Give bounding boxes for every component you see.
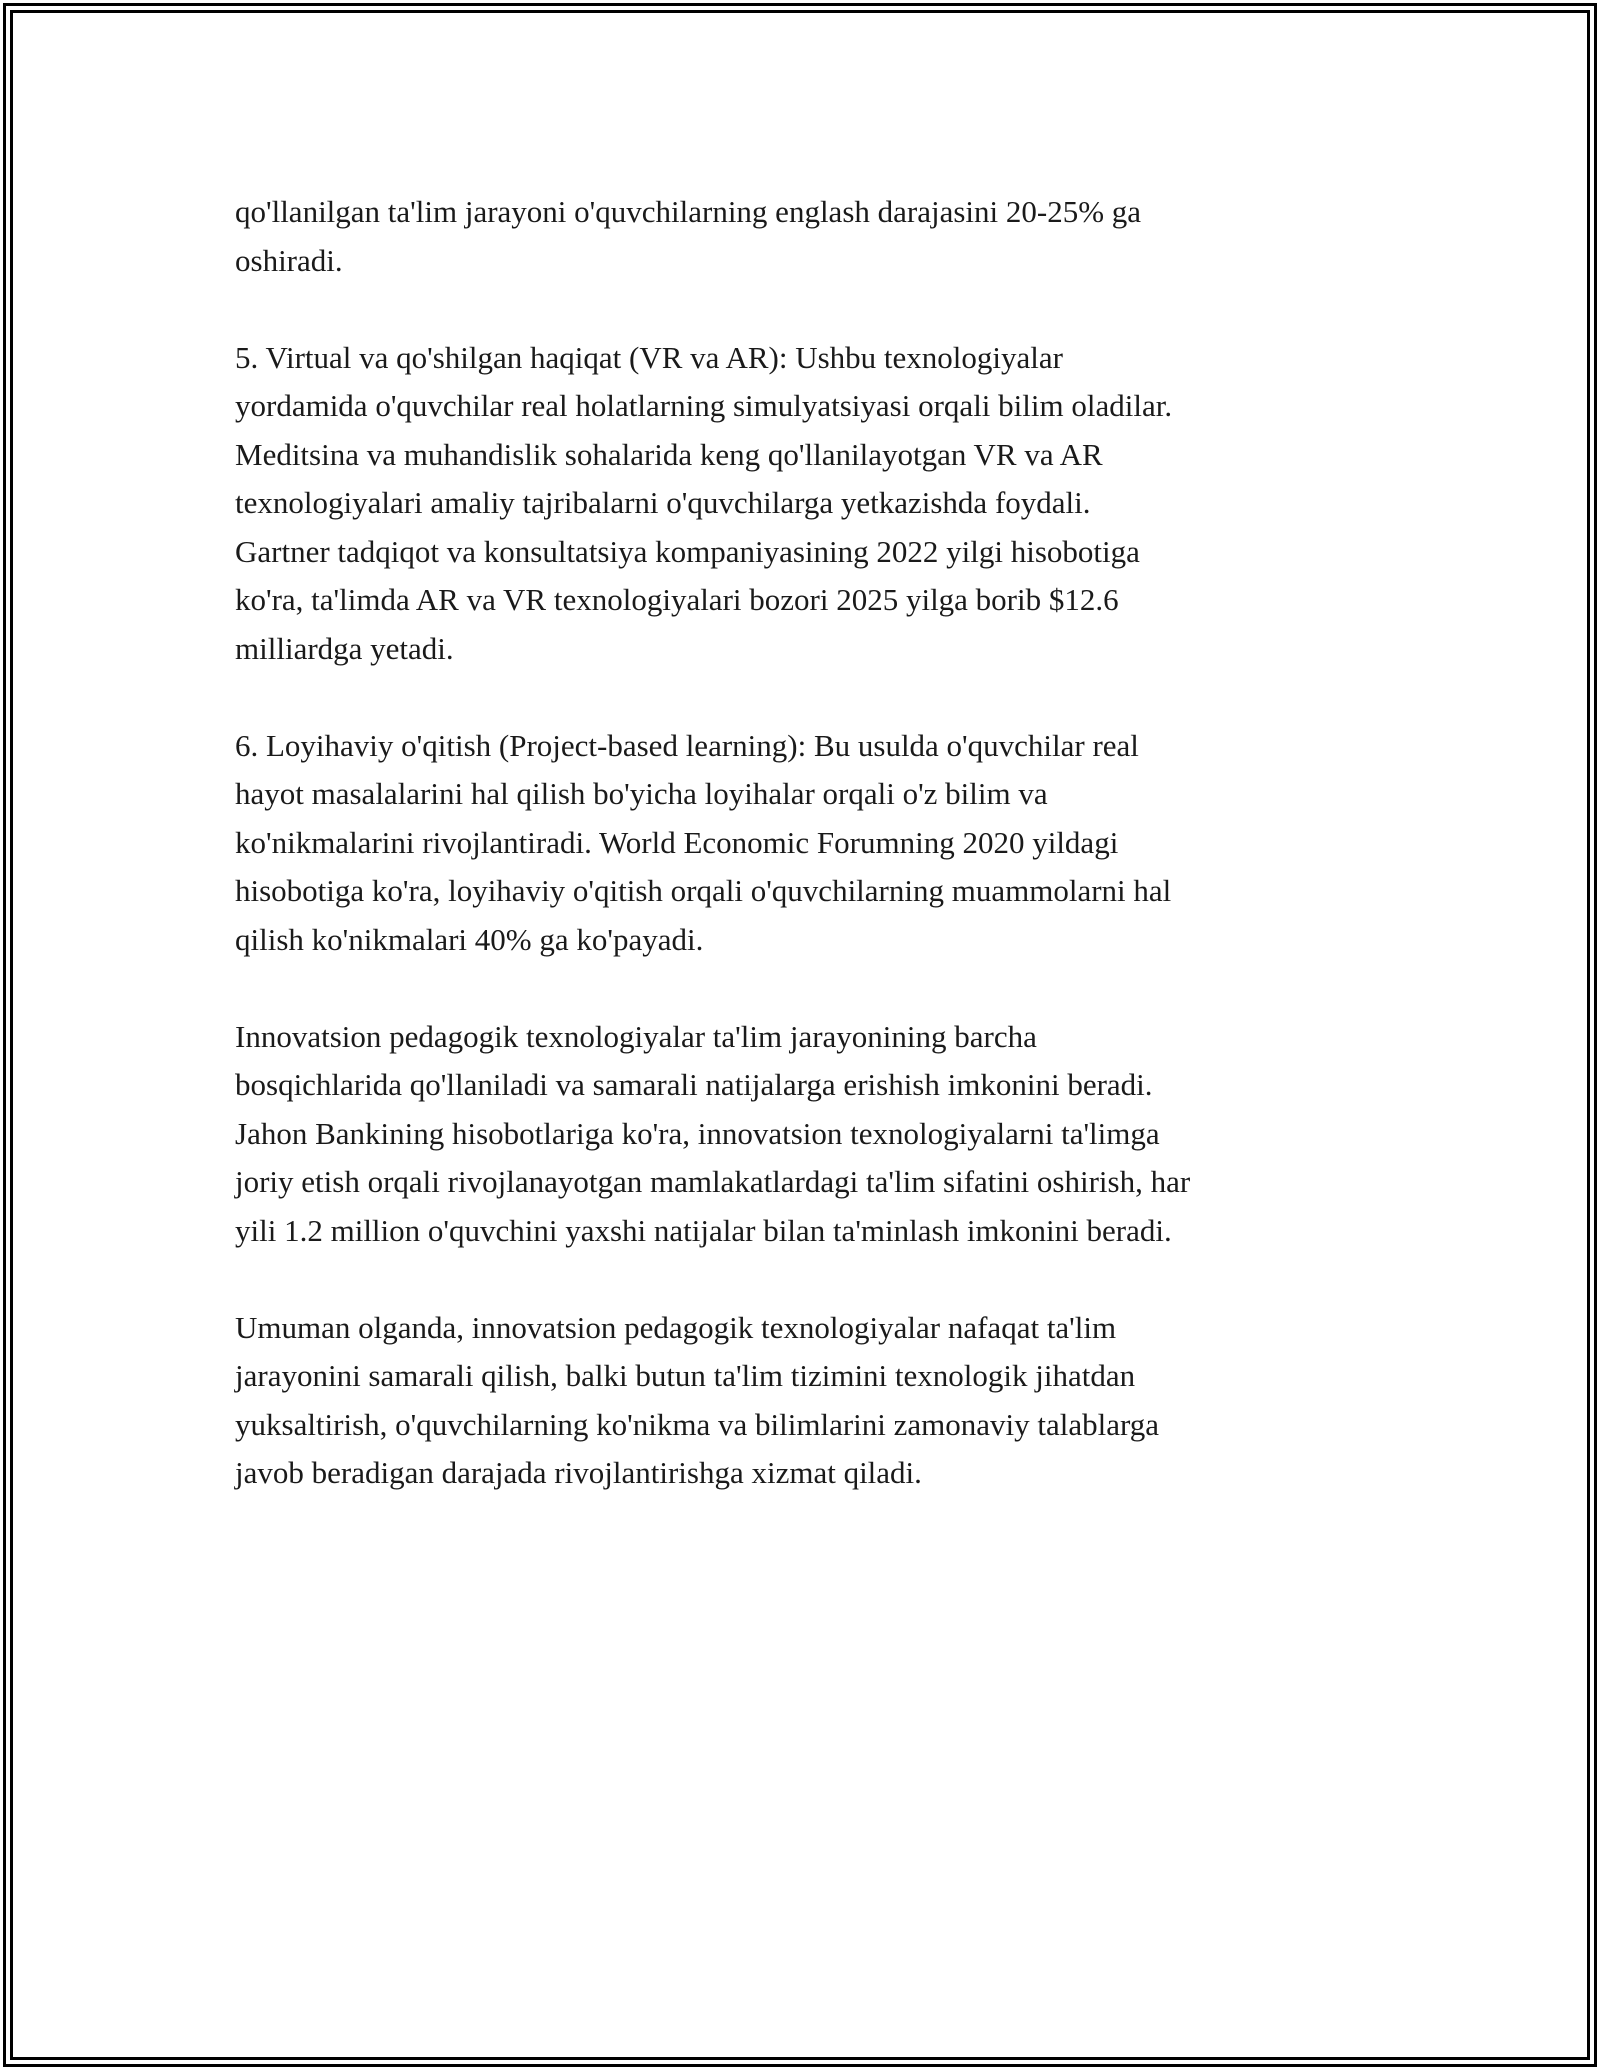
text-line: hayot masalalarini hal qilish bo'yicha loyihalar orqali o'z bilim va [235, 776, 1048, 811]
text-line: qo'llanilgan ta'lim jarayoni o'quvchilarning englash darajasini 20-25% ga [235, 194, 1142, 229]
text-line: 6. Loyihaviy o'qitish (Project-based learning): Bu usulda o'quvchilar real [235, 727, 1139, 763]
text-line: javob beradigan darajada rivojlantirishga xizmat qiladi. [235, 1455, 922, 1490]
text-line: hisobotiga ko'ra, loyihaviy o'qitish orqali o'quvchilarning muammolarni hal [235, 873, 1172, 908]
text-line: Innovatsion pedagogik texnologiyalar ta'lim jarayonining barcha [235, 1018, 1037, 1054]
paragraph-conclusion [235, 1304, 1385, 1498]
text-line: joriy etish orqali rivojlanayotgan mamlakatlardagi ta'lim sifatini oshirish, har [235, 1164, 1191, 1199]
text-line: qilish ko'nikmalari 40% ga ko'payadi. [235, 921, 704, 957]
paragraph-project-based-learning [235, 722, 1385, 965]
text-line: jarayonini samarali qilish, balki butun ta'lim tizimini texnologik jihatdan [235, 1358, 1136, 1393]
document-body [235, 188, 1385, 1546]
text-line: texnologiyalari amaliy tajribalarni o'quvchilarga yetkazishda foydali. [235, 485, 1091, 520]
paragraph-vr-ar [235, 334, 1385, 674]
text-line: milliardga yetadi. [235, 630, 454, 666]
text-line: Meditsina va muhandislik sohalarida keng qo'llanilayotgan VR va AR [235, 436, 1103, 472]
paragraph-innovative-technologies [235, 1013, 1385, 1256]
paragraph-intro-continuation [235, 188, 1385, 285]
text-line: bosqichlarida qo'llaniladi va samarali natijalarga erishish imkonini beradi. [235, 1067, 1153, 1102]
text-line: yordamida o'quvchilar real holatlarning simulyatsiyasi orqali bilim oladilar. [235, 388, 1173, 423]
text-line: Umuman olganda, innovatsion pedagogik texnologiyalar nafaqat ta'lim [235, 1309, 1117, 1345]
text-line: 5. Virtual va qo'shilgan haqiqat (VR va AR): Ushbu texnologiyalar [235, 339, 1063, 375]
text-line: ko'ra, ta'limda AR va VR texnologiyalari bozori 2025 yilga borib $12.6 [235, 582, 1119, 617]
text-line: Gartner tadqiqot va konsultatsiya kompaniyasining 2022 yilgi hisobotiga [235, 533, 1140, 569]
text-line: yuksaltirish, o'quvchilarning ko'nikma va bilimlarini zamonaviy talablarga [235, 1406, 1160, 1442]
text-line: oshiradi. [235, 242, 343, 278]
text-line: Jahon Bankining hisobotlariga ko'ra, innovatsion texnologiyalarni ta'limga [235, 1115, 1160, 1151]
text-line: ko'nikmalarini rivojlantiradi. World Economic Forumning 2020 yildagi [235, 824, 1119, 860]
text-line: yili 1.2 million o'quvchini yaxshi natijalar bilan ta'minlash imkonini beradi. [235, 1212, 1172, 1248]
